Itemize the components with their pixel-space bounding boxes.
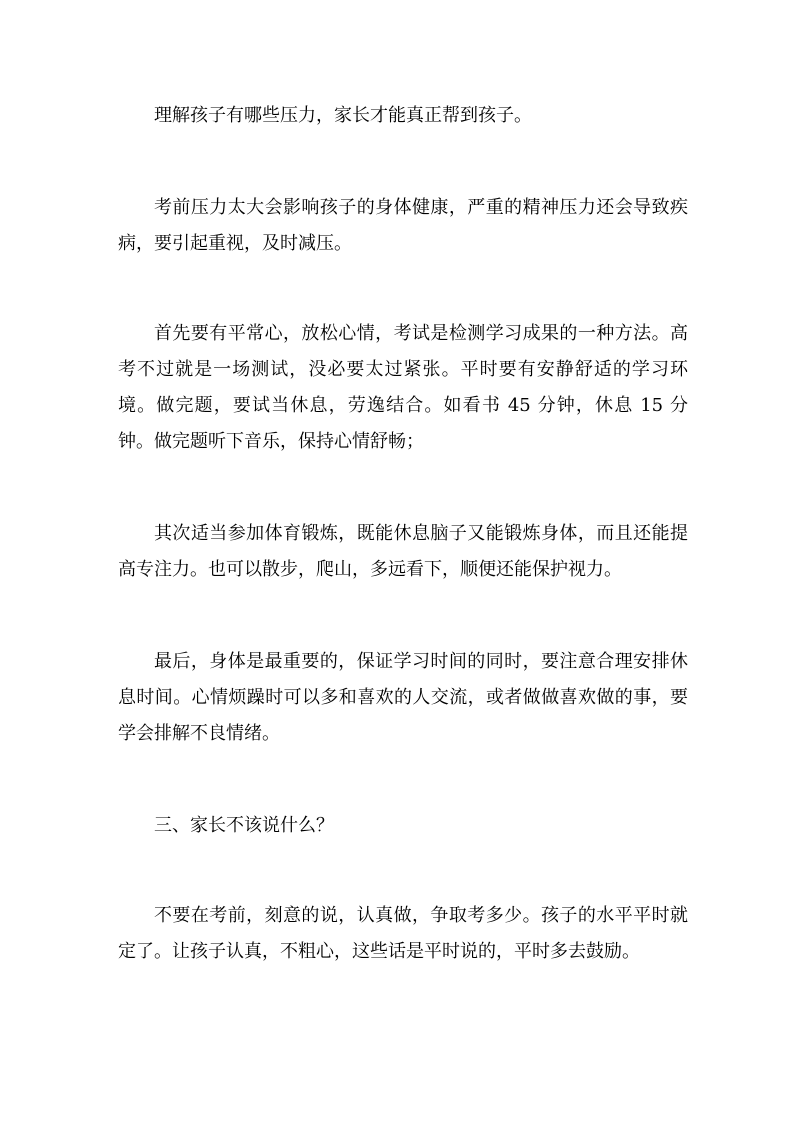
paragraph-second-exercise: 其次适当参加体育锻炼，既能休息脑子又能锻炼身体，而且还能提高专注力。也可以散步，爬山，多远看下，顺便还能保护视力。: [118, 523, 688, 580]
paragraph-stress-health: 考前压力太大会影响孩子的身体健康，严重的精神压力还会导致疾病，要引起重视，及时减压。: [118, 197, 688, 254]
section-heading-three: 三、家长不该说什么？: [154, 815, 334, 836]
paragraph-what-not-to-say: 不要在考前，刻意的说，认真做，争取考多少。孩子的水平平时就定了。让孩子认真，不粗心，这些话是平时说的，平时多去鼓励。: [118, 905, 688, 962]
paragraph-first-calm-mind: 首先要有平常心，放松心情，考试是检测学习成果的一种方法。高考不过就是一场测试，没必要太过紧张。平时要有安静舒适的学习环境。做完题，要试当休息，劳逸结合。如看书 45 分钟，休息 15 分钟。做完题听下音乐，保持心情舒畅；: [118, 323, 688, 452]
paragraph-intro: 理解孩子有哪些压力，家长才能真正帮到孩子。: [154, 105, 532, 126]
paragraph-finally-health: 最后，身体是最重要的，保证学习时间的同时，要注意合理安排休息时间。心情烦躁时可以多和喜欢的人交流，或者做做喜欢做的事，要学会排解不良情绪。: [118, 651, 688, 744]
